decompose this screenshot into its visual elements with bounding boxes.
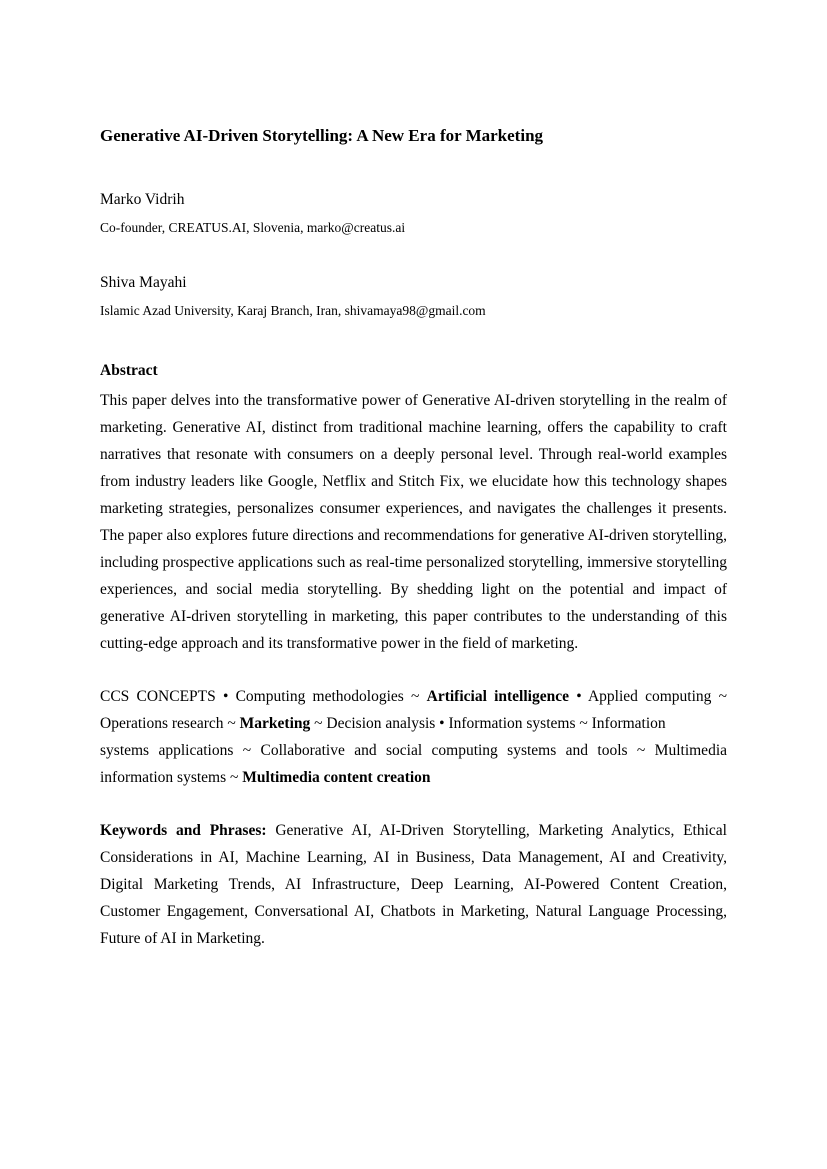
ccs-segment: • Applied computing ~ Operations research ~: [100, 688, 728, 732]
author-affiliation: Islamic Azad University, Karaj Branch, Iran, shivamaya98@gmail.com: [100, 303, 486, 318]
ccs-segment-bold: Artificial intelligence: [426, 688, 569, 705]
keywords-label: Keywords and Phrases:: [100, 822, 276, 839]
keywords-paragraph: [100, 817, 727, 952]
author-block: [100, 273, 727, 319]
author-name: Shiva Mayahi: [100, 274, 187, 291]
abstract-text: This paper delves into the transformative power of Generative AI-driven storytelling in the realm of marketing. Generative AI, distinct from traditional machine learning, offers the capability to craft narratives that resonate with consumers on a deeply personal level. Through real-world examples from industry leaders like Google, Netflix and Stitch Fix, we elucidate how this technology shapes marketing strategies, personalizes consumer experiences, and navigates the challenges it presents. The paper also explores future directions and recommendations for generative AI-driven storytelling, including prospective applications such as real-time personalized storytelling, immersive storytelling experiences, and social media storytelling. By shedding light on the potential and impact of generative AI-driven storytelling in marketing, this paper contributes to the understanding of this cutting-edge approach and its transformative power in the field of marketing.: [100, 392, 727, 652]
author-name: Marko Vidrih: [100, 191, 185, 208]
ccs-segment: ~ Decision analysis • Information systems ~ Information: [310, 715, 666, 732]
author-block: [100, 190, 727, 236]
ccs-segment: CCS CONCEPTS • Computing methodologies ~: [100, 688, 427, 705]
paper-title: Generative AI-Driven Storytelling: A New Era for Marketing: [100, 126, 544, 145]
ccs-segment: systems applications ~ Collaborative and social computing systems and tools ~ Multimedia information systems ~: [100, 742, 727, 786]
abstract-heading: Abstract: [100, 362, 158, 379]
keywords-text: Generative AI, AI-Driven Storytelling, Marketing Analytics, Ethical Considerations in AI, Machine Learning, AI in Business, Data Management, AI and Creativity, Digital Marketing Trends, AI Infrastructure, Deep Learning, AI-Powered Content Creation, Customer Engagement, Conversational AI, Chatbots in Marketing, Natural Language Processing, Future of AI in Marketing.: [100, 822, 727, 947]
ccs-segment-bold: Multimedia content creation: [242, 769, 431, 786]
abstract-section: [100, 361, 727, 657]
author-affiliation: Co-founder, CREATUS.AI, Slovenia, marko@creatus.ai: [100, 220, 406, 235]
ccs-segment-bold: Marketing: [239, 715, 311, 732]
ccs-concepts-paragraph: [100, 683, 727, 791]
